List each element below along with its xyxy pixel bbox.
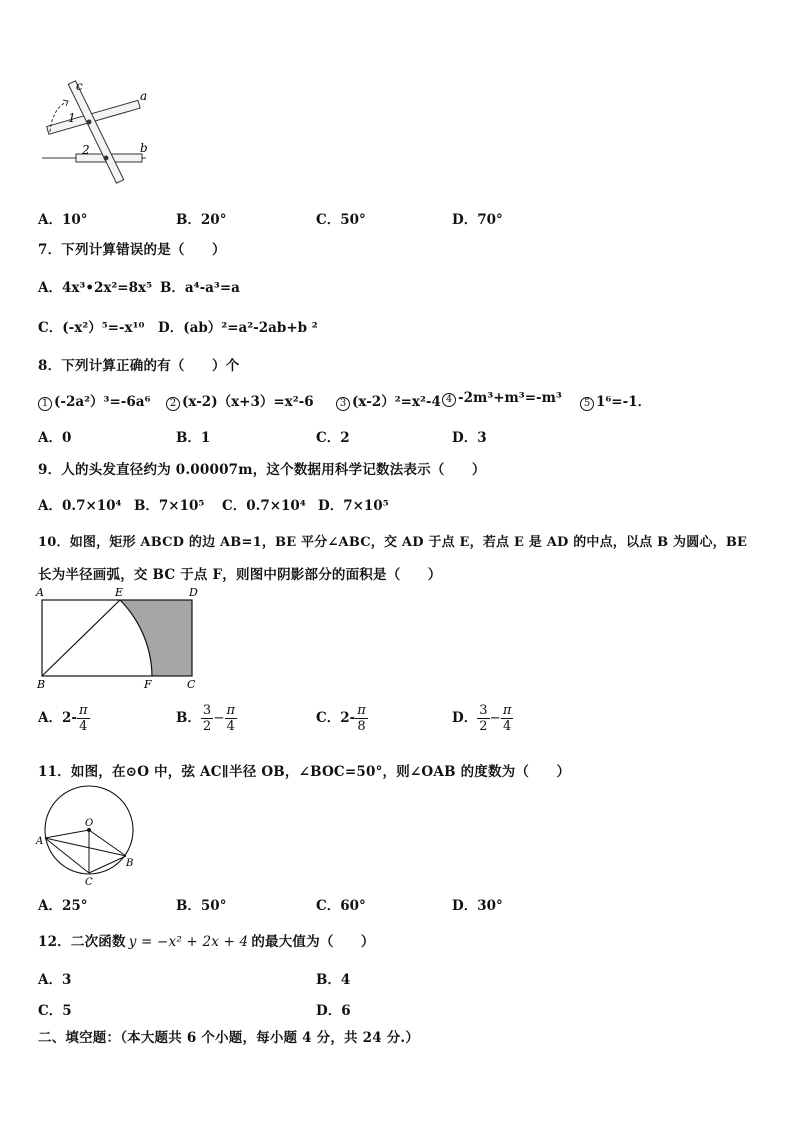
q7-option-c: C．(-x²）⁵=-x¹⁰ [38,320,145,336]
q10-option-b-prefix: B． [176,710,201,726]
q10-option-d-prefix: D． [452,710,478,726]
q12-option-c: C．5 [38,1003,72,1019]
q6-option-c: C．50° [316,212,366,228]
q8-option-c: C．2 [316,430,350,446]
q7-option-b: B．a⁴-a³=a [160,280,240,296]
q9-option-b: B．7×10⁵ [134,498,205,514]
q8-item-3-text: (x-2）²=x²-4 [352,394,441,410]
q10-option-b-num1: 3 [202,703,212,718]
q12-option-d: D．6 [316,1003,351,1019]
q10-option-c-prefix: C．2- [316,710,356,726]
q10-option-d [452,703,513,734]
q10-option-a-prefix: A．2- [38,710,77,726]
q8-item-1-text: (-2a²）³=-6a⁶ [54,394,151,410]
q6-label-2: 2 [82,143,90,157]
q8-item-5-text: 1⁶=-1． [596,394,652,410]
q10-label-f: F [144,678,152,691]
q7-stem: 7．下列计算错误的是（ ） [38,242,226,258]
q10-option-d-num2: π [502,703,512,718]
q7-option-a: A．4x³•2x²=8x⁵ [38,280,152,296]
q10-option-d-num1: 3 [479,703,488,718]
q8-item-2 [166,390,314,411]
q10-label-a: A [36,586,44,599]
q6-option-a: A．10° [38,212,88,228]
q10-label-c: C [187,678,196,691]
q10-label-e: E [115,586,124,599]
q10-rectangle-figure [34,584,204,692]
q8-option-b: B．1 [176,430,211,446]
q8-circled-5: 5 [580,397,594,411]
section-2-title: 二、填空题：（本大题共 6 个小题，每小题 4 分，共 24 分.） [38,1030,420,1046]
q10-option-b-minus: − [213,710,225,726]
q10-option-c [316,703,368,734]
q6-label-c: c [76,80,83,93]
q6-option-b: B．20° [176,212,227,228]
q8-item-4 [442,390,562,407]
q8-option-d: D．3 [452,430,487,446]
q11-label-o: O [85,818,94,829]
q8-item-2-text: (x-2)（x+3）=x²-6 [182,394,314,410]
q11-stem: 11．如图，在⊙O 中，弦 AC∥半径 OB，∠BOC=50°，则∠OAB 的度数为（ ） [38,764,571,780]
q8-stem: 8．下列计算正确的有（ ）个 [38,358,240,374]
q10-label-d: D [189,586,198,599]
q8-circled-1: 1 [38,397,52,411]
q12-option-b: B．4 [316,972,351,988]
q8-option-a: A．0 [38,430,72,446]
q10-option-d-den1: 2 [479,719,488,734]
q10-option-b [176,703,237,734]
q11-circle-figure [34,784,144,890]
q10-option-d-den2: 4 [502,719,512,734]
q10-option-b-den1: 2 [202,719,212,734]
q10-option-c-num: π [357,703,366,718]
q10-stem-line-1: 10．如图，矩形 ABCD 的边 AB=1，BE 平分∠ABC，交 AD 于点 E，若点 E 是 AD 的中点，以点 B 为圆心，BE [38,535,748,550]
q11-label-c: C [85,877,93,888]
q10-option-a-den: 4 [79,719,88,734]
q6-label-b: b [140,141,148,155]
q10-option-c-den: 8 [357,719,366,734]
q10-option-d-minus: − [489,710,501,726]
q10-option-a-num: π [78,703,88,718]
q12-stem [38,930,375,950]
q12-stem-prefix: 12．二次函数 [38,934,126,950]
q8-item-1 [38,390,150,411]
q6-parallel-lines-figure [36,80,166,195]
q8-circled-3: 3 [336,397,350,411]
q9-option-c: C．0.7×10⁴ [222,498,306,514]
q6-label-a: a [140,89,148,103]
q9-option-a: A．0.7×10⁴ [38,498,122,514]
q11-option-b: B．50° [176,898,227,914]
q10-label-b: B [37,678,46,691]
q12-formula: y = −x² + 2x + 4 [128,934,249,950]
q9-stem: 9．人的头发直径约为 0.00007m，这个数据用科学记数法表示（ ） [38,462,486,478]
q11-option-d: D．30° [452,898,503,914]
q10-option-a [38,703,90,734]
q8-circled-2: 2 [166,397,180,411]
q10-stem-line-2: 长为半径画弧，交 BC 于点 F，则图中阴影部分的面积是（ ） [38,567,442,583]
q11-option-a: A．25° [38,898,88,914]
q8-circled-4: 4 [442,393,456,407]
q9-option-d: D．7×10⁵ [318,498,389,514]
q8-item-5 [580,390,651,411]
q11-option-c: C．60° [316,898,366,914]
q6-option-d: D．70° [452,212,503,228]
q7-option-d: D．(ab）²=a²-2ab+b ² [158,320,318,336]
q11-label-a: A [36,836,44,847]
q8-item-4-text: -2m³+m³=-m³ [458,390,562,406]
q6-label-1: 1 [68,111,76,125]
q12-option-a: A．3 [38,972,72,988]
q8-item-3 [336,390,441,411]
q10-option-b-num2: π [226,703,236,718]
q12-stem-suffix: 的最大值为（ ） [251,934,375,950]
q10-option-b-den2: 4 [226,719,235,734]
q11-label-b: B [126,858,134,869]
